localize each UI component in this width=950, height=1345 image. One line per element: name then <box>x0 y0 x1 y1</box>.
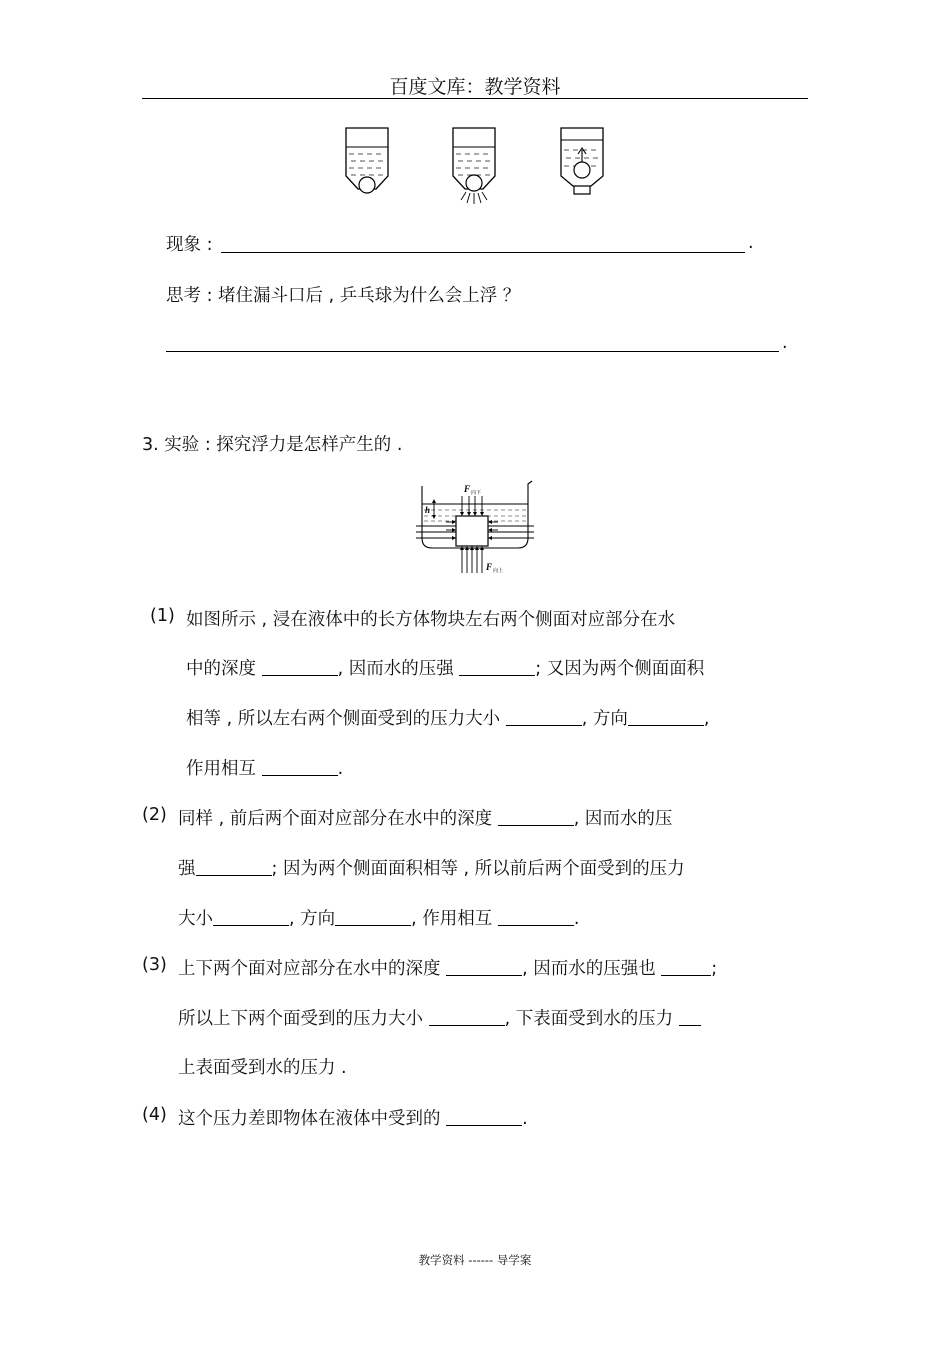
observe-label: 现象 : <box>166 235 213 255</box>
funnel-figure-resting <box>343 126 391 198</box>
q1-blank-depth[interactable] <box>262 674 338 676</box>
force-up-sub: 向上 <box>493 568 504 574</box>
observe-answer-line[interactable] <box>221 252 745 253</box>
q1-blank-direction[interactable] <box>628 724 704 726</box>
q2-blank-mutual[interactable] <box>498 924 574 926</box>
think-end: . <box>782 333 788 353</box>
buoyancy-pressure-diagram <box>414 478 536 578</box>
depth-h-label: h <box>425 505 431 515</box>
q3-blank-depth[interactable] <box>446 974 522 976</box>
q3-line2: 所以上下两个面受到的压力大小 , 下表面受到水的压力 <box>178 1005 701 1030</box>
q1-blank-mutual[interactable] <box>262 774 338 776</box>
force-up-label: F <box>486 562 493 572</box>
q1-line1: 如图所示 , 浸在液体中的长方体物块左右两个侧面对应部分在水 <box>186 610 676 630</box>
q3-blank-force-size[interactable] <box>429 1024 505 1026</box>
force-down-sub: 向下 <box>471 490 482 496</box>
q4-number: (4) <box>142 1105 167 1125</box>
q2-blank-depth[interactable] <box>498 824 574 826</box>
footer-text: 教学资料 ------ 导学案 <box>418 1253 532 1267</box>
q3-number: (3) <box>142 955 167 975</box>
section3-title: 3. 实验 : 探究浮力是怎样产生的 . <box>142 435 403 455</box>
funnel-figure-leaking <box>450 126 498 208</box>
observe-end: . <box>748 233 754 253</box>
q1-number: (1) <box>150 606 175 626</box>
q1-line3: 相等 , 所以左右两个侧面受到的压力大小 , 方向 , <box>186 709 710 729</box>
q2-blank-pressure[interactable] <box>196 874 272 876</box>
q3-line3: 上表面受到水的压力 . <box>178 1058 347 1078</box>
q2-line1: 同样 , 前后两个面对应部分在水中的深度 , 因而水的压 <box>178 809 673 829</box>
q2-blank-direction[interactable] <box>335 924 411 926</box>
q1-blank-force-size[interactable] <box>506 724 582 726</box>
q1-line4: 作用相互 . <box>186 759 344 779</box>
q1-line2: 中的深度 , 因而水的压强 ; 又因为两个侧面面积 <box>186 659 705 679</box>
q3-blank-pressure[interactable] <box>661 974 711 976</box>
q2-line3: 大小 , 方向 , 作用相互 . <box>178 909 580 929</box>
funnel-figure-rising <box>558 126 606 198</box>
q1-blank-pressure[interactable] <box>459 674 535 676</box>
q2-number: (2) <box>142 805 167 825</box>
q2-line2: 强 ; 因为两个侧面面积相等 , 所以前后两个面受到的压力 <box>178 859 685 879</box>
q3-blank-compare[interactable] <box>679 1024 701 1026</box>
q3-line1: 上下两个面对应部分在水中的深度 , 因而水的压强也 ; <box>178 959 718 979</box>
q4-blank-buoyancy[interactable] <box>446 1124 522 1126</box>
force-down-label: F <box>464 484 471 494</box>
q4-line1: 这个压力差即物体在液体中受到的 . <box>178 1109 528 1129</box>
q2-blank-force-size[interactable] <box>213 924 289 926</box>
header-title: 百度文库：教学资料 <box>389 76 561 98</box>
think-question: 思考 : 堵住漏斗口后 , 乒乓球为什么会上浮 ？ <box>166 286 521 306</box>
think-answer-line[interactable] <box>166 351 779 352</box>
header-rule <box>142 98 808 99</box>
